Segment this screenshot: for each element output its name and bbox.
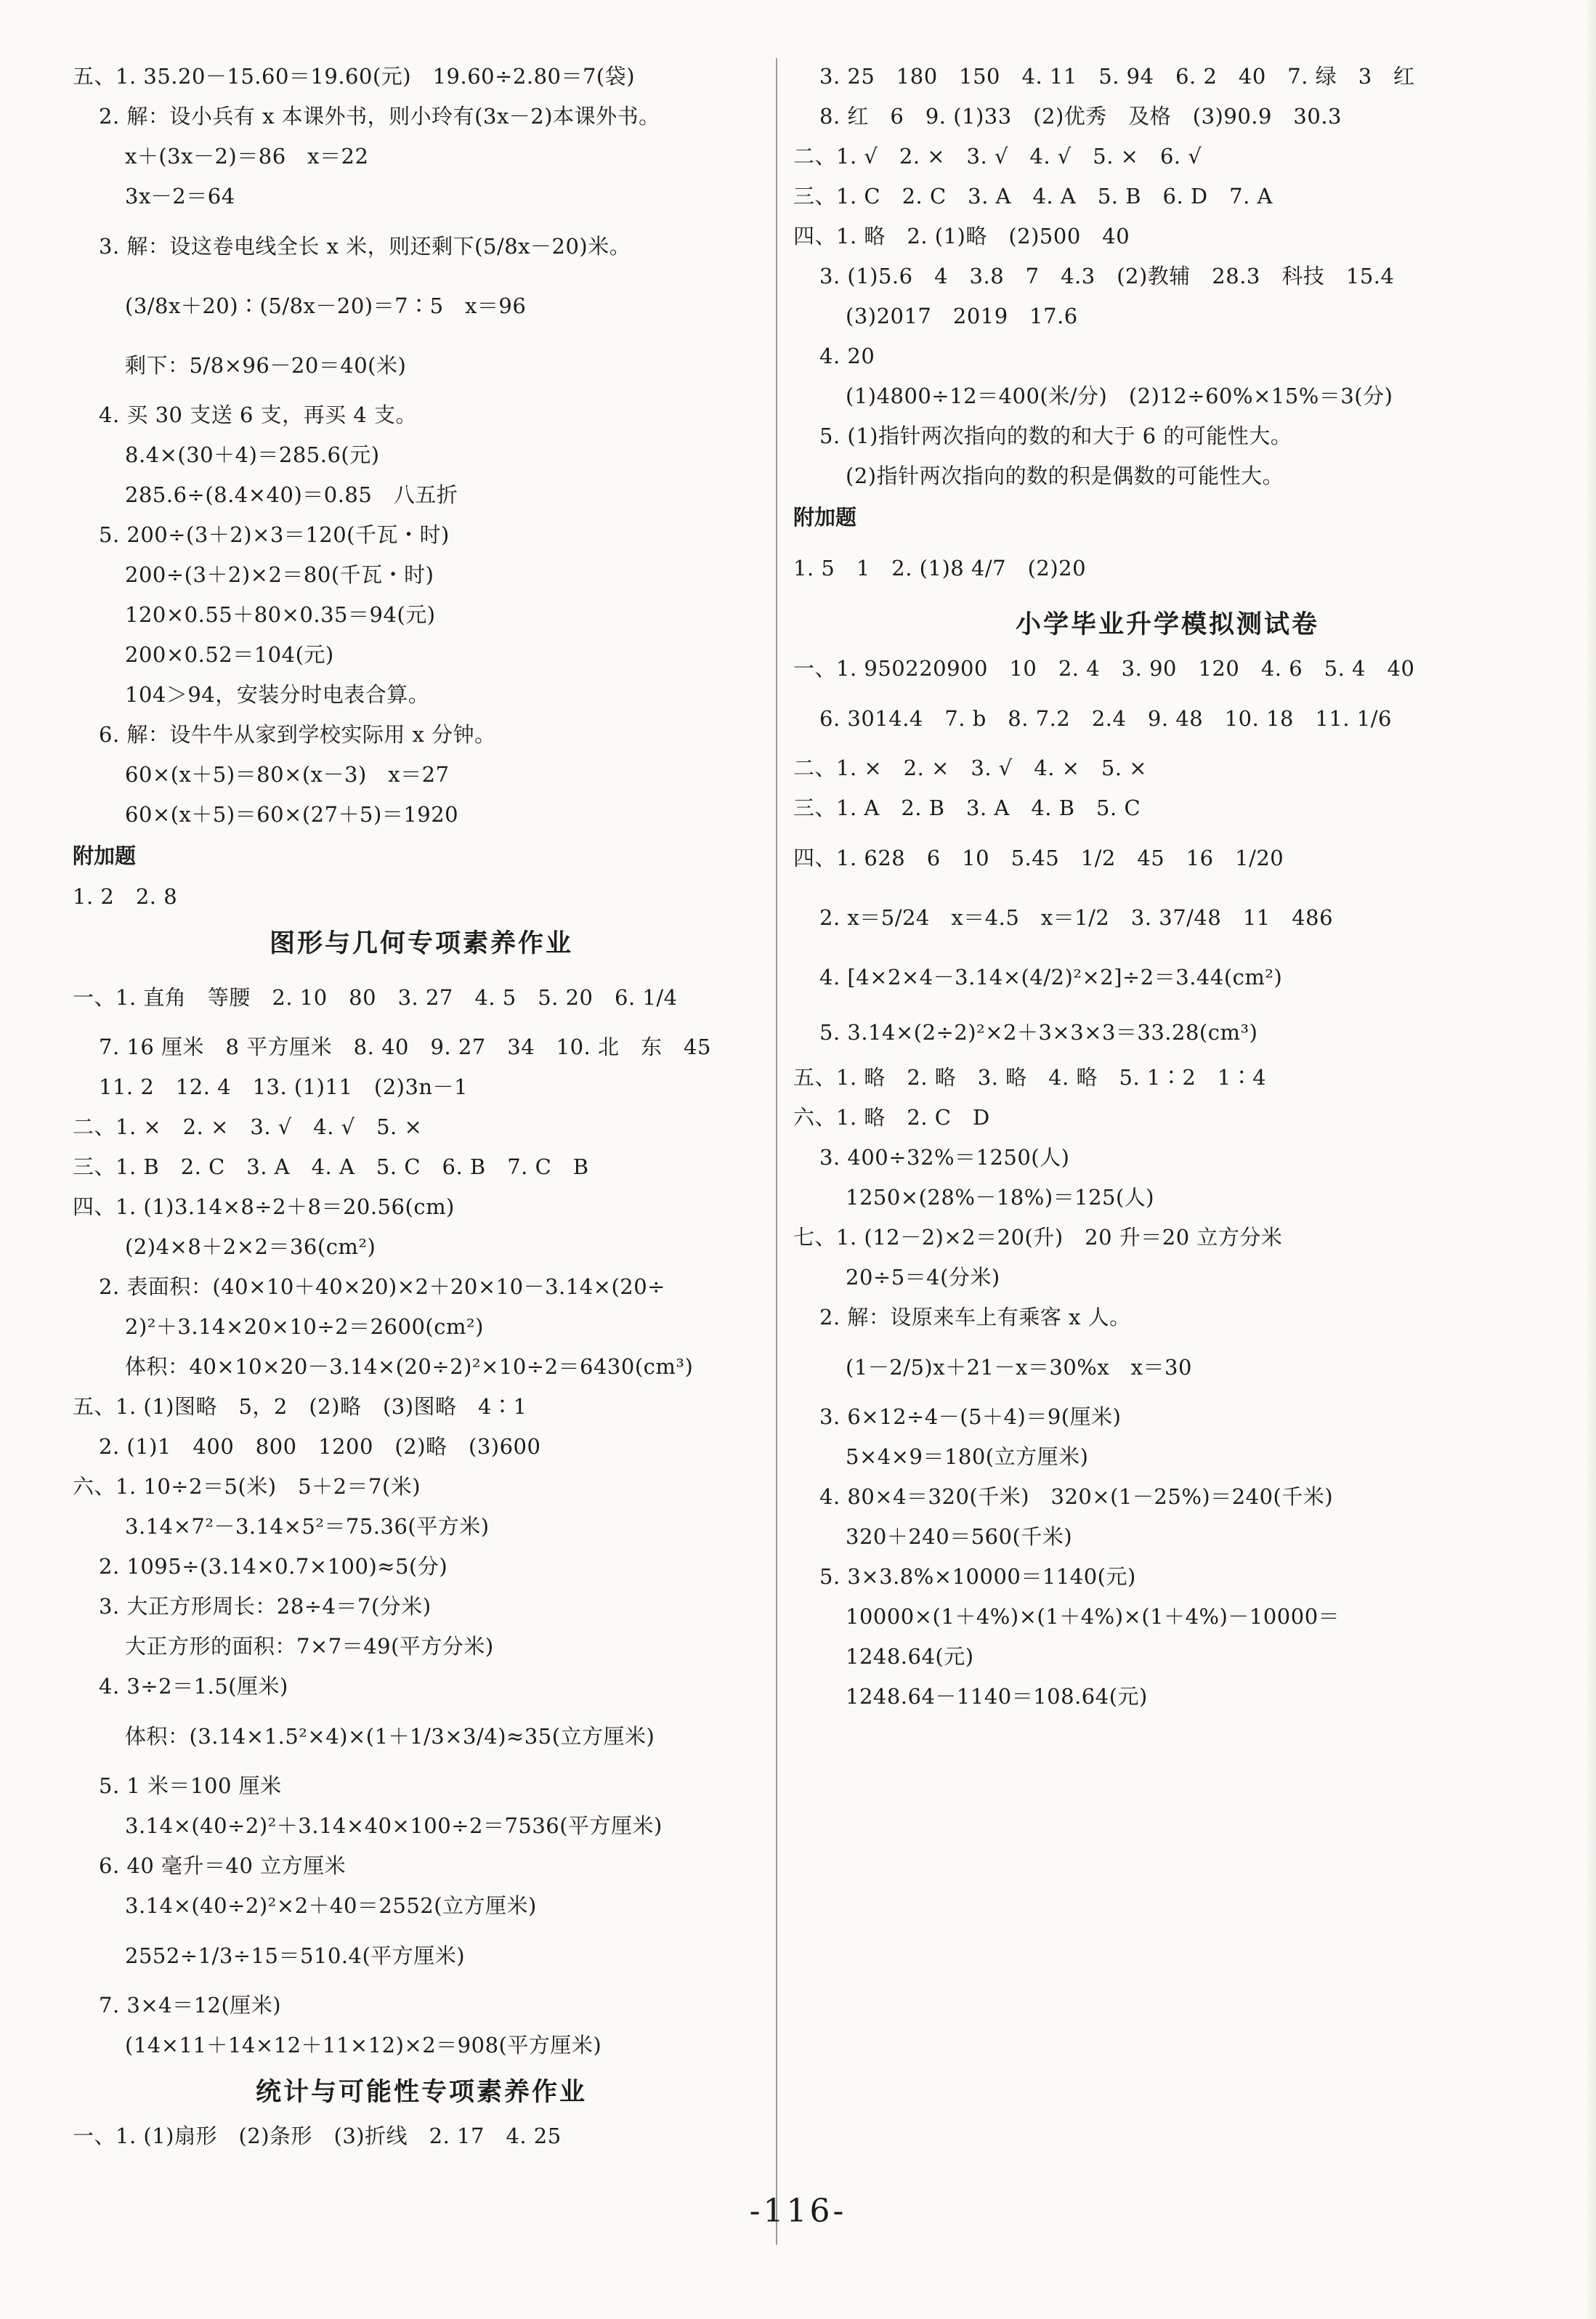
subheading: 附加题	[793, 505, 857, 530]
answer-line: 2. 解：设原来车上有乘客 x 人。	[819, 1305, 1131, 1330]
answer-line: 6. 40 毫升＝40 立方厘米	[99, 1853, 347, 1878]
answer-line: 二、1. × 2. × 3. √ 4. × 5. ×	[793, 756, 1148, 780]
answer-line: 200×0.52＝104(元)	[125, 642, 334, 667]
answer-line: 8.4×(30＋4)＝285.6(元)	[125, 442, 380, 467]
answer-line: 1248.64(元)	[846, 1644, 974, 1669]
answer-line: 3.14×(40÷2)²＋3.14×40×100÷2＝7536(平方厘米)	[125, 1813, 663, 1838]
answer-line: 体积：(3.14×1.5²×4)×(1＋1/3×3/4)≈35(立方厘米)	[125, 1724, 655, 1749]
answer-line: 2. 表面积：(40×10＋40×20)×2＋20×10－3.14×(20÷	[99, 1274, 665, 1299]
answer-line: 7. 3×4＝12(厘米)	[99, 1993, 282, 2018]
answer-line: 4. 买 30 支送 6 支，再买 4 支。	[99, 402, 417, 427]
answer-line: 8. 红 6 9. (1)33 (2)优秀 及格 (3)90.9 30.3	[819, 104, 1342, 129]
answer-line: 60×(x＋5)＝60×(27＋5)＝1920	[125, 802, 459, 827]
section-title: 小学毕业升学模拟测试卷	[1015, 610, 1319, 639]
section-title: 图形与几何专项素养作业	[269, 929, 573, 958]
answer-line: 200÷(3＋2)×2＝80(千瓦・时)	[125, 562, 434, 587]
answer-line: 五、1. 略 2. 略 3. 略 4. 略 5. 1∶2 1∶4	[793, 1065, 1267, 1090]
answer-line: 3.14×7²－3.14×5²＝75.36(平方米)	[125, 1514, 490, 1539]
page-number: -116-	[749, 2193, 847, 2230]
answer-line: (3/8x＋20)∶(5/8x－20)＝7∶5 x＝96	[125, 294, 527, 318]
answer-line: 3x－2＝64	[125, 184, 235, 209]
answer-line: 120×0.55＋80×0.35＝94(元)	[125, 602, 436, 627]
page-edge-shadow	[1584, 0, 1596, 2319]
answer-line: (3)2017 2019 17.6	[846, 304, 1078, 328]
answer-line: 3. 400÷32%＝1250(人)	[819, 1145, 1070, 1170]
section-title: 统计与可能性专项素养作业	[255, 2078, 587, 2107]
answer-line: 4. 20	[819, 344, 875, 368]
answer-line: 3. (1)5.6 4 3.8 7 4.3 (2)教辅 28.3 科技 15.4	[819, 264, 1395, 288]
answer-line: 285.6÷(8.4×40)＝0.85 八五折	[125, 482, 458, 507]
answer-line: 六、1. 10÷2＝5(米) 5＋2＝7(米)	[73, 1474, 421, 1499]
answer-line: 1248.64－1140＝108.64(元)	[846, 1684, 1148, 1709]
answer-line: 6. 3014.4 7. b 8. 7.2 2.4 9. 48 10. 18 11. 1/6	[819, 706, 1392, 731]
answer-line: 2. 1095÷(3.14×0.7×100)≈5(分)	[99, 1554, 448, 1579]
answer-line: x＋(3x－2)＝86 x＝22	[125, 144, 369, 169]
answer-line: 5. 3.14×(2÷2)²×2＋3×3×3＝33.28(cm³)	[819, 1020, 1258, 1045]
answer-line: 104＞94，安装分时电表合算。	[125, 682, 430, 707]
answer-line: 三、1. B 2. C 3. A 4. A 5. C 6. B 7. C B	[73, 1154, 589, 1179]
answer-line: 3.14×(40÷2)²×2＋40＝2552(立方厘米)	[125, 1893, 537, 1918]
left-column	[73, 57, 770, 2156]
answer-line: 1. 2 2. 8	[73, 884, 178, 909]
answer-line: 二、1. × 2. × 3. √ 4. √ 5. ×	[73, 1114, 423, 1139]
answer-line: 四、1. 略 2. (1)略 (2)500 40	[793, 224, 1130, 248]
answer-line: 2. 解：设小兵有 x 本课外书，则小玲有(3x－2)本课外书。	[99, 104, 660, 129]
answer-line: 五、1. 35.20－15.60＝19.60(元) 19.60÷2.80＝7(袋)	[73, 64, 636, 89]
answer-line: 3. 大正方形周长：28÷4＝7(分米)	[99, 1594, 432, 1619]
answer-line: (2)4×8＋2×2＝36(cm²)	[125, 1234, 376, 1259]
answer-line: 5. 1 米＝100 厘米	[99, 1773, 282, 1798]
answer-line: 三、1. A 2. B 3. A 4. B 5. C	[793, 796, 1141, 820]
answer-line: 七、1. (12－2)×2＝20(升) 20 升＝20 立方分米	[793, 1225, 1283, 1250]
answer-line: 5. 200÷(3＋2)×3＝120(千瓦・时)	[99, 522, 450, 547]
answer-line: 3. 25 180 150 4. 11 5. 94 6. 2 40 7. 绿 3 红	[819, 64, 1415, 89]
answer-line: 2. (1)1 400 800 1200 (2)略 (3)600	[99, 1434, 541, 1459]
answer-line: 10000×(1＋4%)×(1＋4%)×(1＋4%)－10000＝	[846, 1604, 1340, 1629]
subheading: 附加题	[73, 843, 137, 868]
answer-line: 五、1. (1)图略 5，2 (2)略 (3)图略 4∶1	[73, 1394, 527, 1419]
answer-line: 体积：40×10×20－3.14×(20÷2)²×10÷2＝6430(cm³)	[125, 1354, 694, 1379]
answer-line: 六、1. 略 2. C D	[793, 1105, 990, 1130]
answer-line: 2. x＝5/24 x＝4.5 x＝1/2 3. 37/48 11 486	[819, 905, 1334, 930]
answer-line: 5×4×9＝180(立方厘米)	[846, 1444, 1089, 1469]
answer-line: 6. 解：设牛牛从家到学校实际用 x 分钟。	[99, 722, 496, 747]
answer-line: 1. 5 1 2. (1)8 4/7 (2)20	[793, 556, 1087, 580]
answer-line: 二、1. √ 2. × 3. √ 4. √ 5. × 6. √	[793, 144, 1202, 169]
answer-line: (14×11＋14×12＋11×12)×2＝908(平方厘米)	[125, 2033, 602, 2057]
answer-line: 4. 80×4＝320(千米) 320×(1－25%)＝240(千米)	[819, 1484, 1334, 1509]
answer-line: 3. 解：设这卷电线全长 x 米，则还剩下(5/8x－20)米。	[99, 234, 631, 259]
answer-line: 一、1. 直角 等腰 2. 10 80 3. 27 4. 5 5. 20 6. 1/4	[73, 985, 678, 1010]
answer-line: 2552÷1/3÷15＝510.4(平方厘米)	[125, 1943, 466, 1968]
answer-line: (1)4800÷12＝400(米/分) (2)12÷60%×15%＝3(分)	[846, 384, 1393, 408]
answer-line: 4. 3÷2＝1.5(厘米)	[99, 1674, 288, 1699]
answer-line: (1－2/5)x＋21－x＝30%x x＝30	[846, 1355, 1192, 1380]
answer-line: 20÷5＝4(分米)	[846, 1265, 1000, 1290]
answer-line: 320＋240＝560(千米)	[846, 1524, 1073, 1549]
column-divider	[776, 58, 777, 2245]
answer-line: 四、1. (1)3.14×8÷2＋8＝20.56(cm)	[73, 1194, 455, 1219]
answer-line: 11. 2 12. 4 13. (1)11 (2)3n－1	[99, 1074, 469, 1099]
answer-line: 3. 6×12÷4－(5＋4)＝9(厘米)	[819, 1404, 1122, 1429]
answer-line: 大正方形的面积：7×7＝49(平方分米)	[125, 1634, 494, 1659]
answer-line: 三、1. C 2. C 3. A 4. A 5. B 6. D 7. A	[793, 184, 1273, 209]
answer-line: 7. 16 厘米 8 平方厘米 8. 40 9. 27 34 10. 北 东 45	[99, 1035, 711, 1059]
answer-line: 5. (1)指针两次指向的数的和大于 6 的可能性大。	[819, 424, 1292, 448]
answer-line: 一、1. (1)扇形 (2)条形 (3)折线 2. 17 4. 25	[73, 2124, 562, 2148]
answer-line: 2)²＋3.14×20×10÷2＝2600(cm²)	[125, 1314, 484, 1339]
answer-line: 4. [4×2×4－3.14×(4/2)²×2]÷2＝3.44(cm²)	[819, 965, 1283, 989]
answer-line: (2)指针两次指向的数的积是偶数的可能性大。	[846, 464, 1284, 488]
answer-line: 1250×(28%－18%)＝125(人)	[846, 1185, 1155, 1210]
answer-line: 一、1. 950220900 10 2. 4 3. 90 120 4. 6 5. 4 40	[793, 656, 1415, 681]
answer-line: 5. 3×3.8%×10000＝1140(元)	[819, 1564, 1136, 1589]
right-column	[793, 57, 1542, 1717]
answer-line: 剩下：5/8×96－20＝40(米)	[125, 353, 407, 378]
answer-line: 四、1. 628 6 10 5.45 1/2 45 16 1/20	[793, 846, 1284, 870]
answer-line: 60×(x＋5)＝80×(x－3) x＝27	[125, 762, 450, 787]
